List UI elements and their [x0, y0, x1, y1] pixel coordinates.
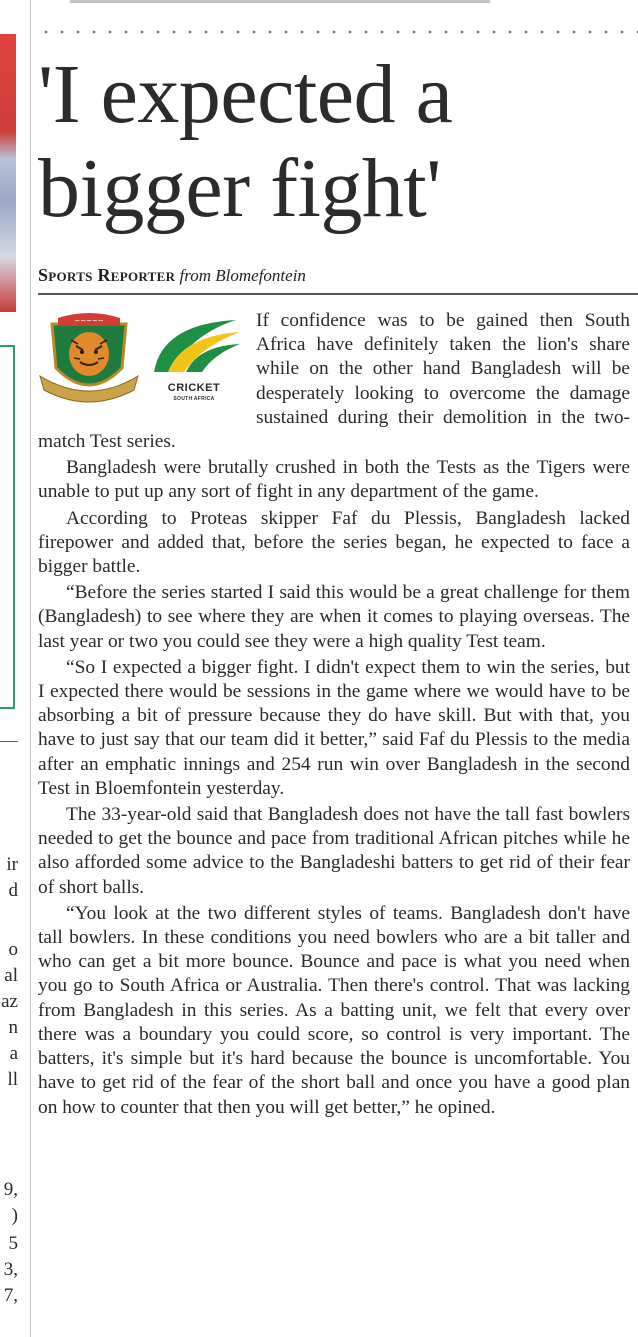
adjacent-text-fragment: a	[9, 1043, 18, 1064]
adjacent-text-fragment: 5	[8, 1233, 18, 1254]
adjacent-text-fragment: )	[11, 1205, 18, 1226]
adjacent-text-fragment: 9,	[3, 1179, 18, 1200]
adjacent-text-fragment: d	[8, 880, 18, 901]
article-paragraph: If confidence was to be gained then South Africa have definitely taken the lion's share while on the other hand Bangladesh will be desperately looking to overcome the damage sustained during their demolition in the two-match Test series.	[38, 310, 630, 453]
adjacent-text-fragment: az	[1, 991, 18, 1012]
adjacent-text-fragment: ir	[6, 854, 18, 875]
adjacent-text-fragment: al	[4, 965, 18, 986]
adjacent-text-fragment: 3,	[3, 1259, 18, 1280]
adjacent-boxed-story-edge	[0, 345, 15, 709]
column-rule	[30, 0, 31, 1337]
article-paragraph: The 33-year-old said that Bangladesh does not have the tall fast bowlers needed to get the bounce and pace from traditional African pitches while he also afforded some advice to the Bangladeshi batters to get rid of their fear of short balls.	[38, 804, 630, 898]
byline	[38, 265, 306, 286]
svg-text:~~~~~: ~~~~~	[74, 317, 104, 325]
byline-reporter: Sports Reporter	[38, 265, 176, 285]
adjacent-text-fragment: o	[8, 939, 18, 960]
csa-logo-wordmark: CRICKET	[167, 382, 221, 394]
article-paragraph: “Before the series started I said this would be a great challenge for them (Bangladesh) to see where they are when it comes to playing overseas. The last year or two you could see they were a high quality Test team.	[38, 582, 630, 652]
article-paragraph: According to Proteas skipper Faf du Plessis, Bangladesh lacked firepower and added that, before the series began, he expected to face a bigger battle.	[38, 507, 630, 578]
top-strip	[0, 0, 638, 8]
dotted-divider	[38, 28, 638, 36]
adjacent-divider	[0, 741, 18, 742]
adjacent-text-fragment: ll	[7, 1069, 18, 1090]
article-headline: 'I expected a bigger fight'	[38, 48, 453, 235]
adjacent-photo-edge	[0, 34, 16, 312]
adjacent-text-fragment: n	[8, 1017, 18, 1038]
article-body	[38, 309, 630, 1122]
logo-spacer	[38, 309, 256, 407]
article-paragraph: “So I expected a bigger fight. I didn't expect them to win the series, but I expected there would be sessions in the game where we would have to be absorbing a bit of pressure because they do have skill. But with that, you have to just say that our team did it better,” said Faf du Plessis to the media after an emphatic innings and 254 run win over Bangladesh in the second Test in Bloemfontein yesterday.	[38, 656, 630, 799]
adjacent-text-fragment: 7,	[3, 1285, 18, 1306]
article-paragraph: Bangladesh were brutally crushed in both the Tests as the Tigers were unable to put up any sort of fight in any department of the game.	[38, 457, 630, 503]
byline-rule	[38, 293, 638, 295]
csa-logo-subtitle: SOUTH AFRICA	[173, 396, 215, 402]
article-paragraph: “You look at the two different styles of teams. Bangladesh don't have tall bowlers. In these conditions you need bowlers who are a bit taller and who can get a bit more bounce. Bounce and pace is what you need when you go to South Africa or Australia. Then there's control. That was lacking from Bangladesh in this series. As a batting unit, we felt that every over there was a boundary you could score, so control is very important. The batters, it's simple but it's hard because the bounce is uncomfortable. You have to get rid of the fear of the short ball and once you have a good plan on how to counter that then you will get better,” he opined.	[38, 902, 630, 1118]
byline-location: from Blomefontein	[179, 266, 306, 285]
